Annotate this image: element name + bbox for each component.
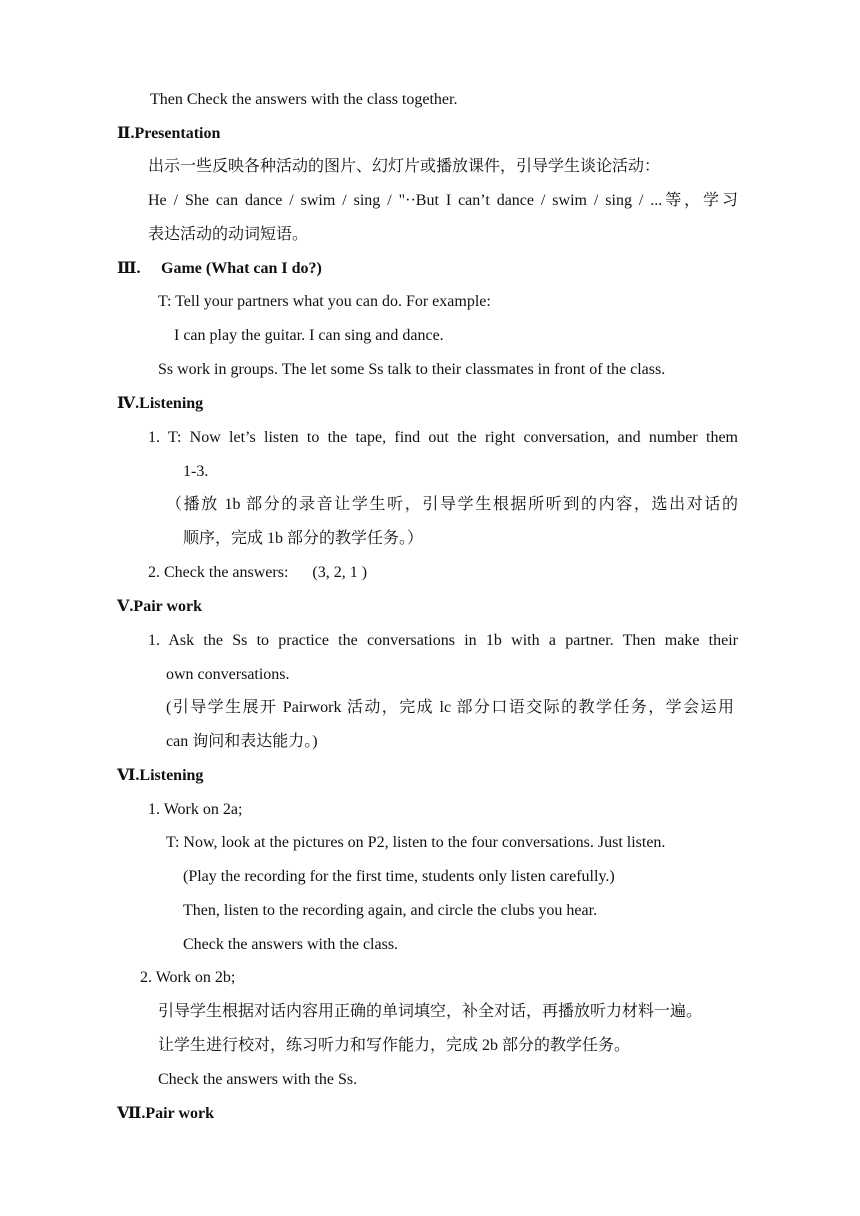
text-line: 1-3.	[183, 463, 209, 480]
section-title: Pair work	[133, 598, 203, 615]
text-line: Ss work in groups. The let some Ss talk to their classmates in front of the class.	[158, 361, 666, 378]
text-line: Check the answers with the Ss.	[158, 1071, 358, 1088]
text-line: （播放 1b 部分的录音让学生听，引导学生根据所听到的内容，选出对话的	[166, 496, 738, 513]
section-heading-listening-2	[117, 766, 203, 786]
text-line: own conversations.	[166, 666, 290, 683]
text-line: 让学生进行校对，练习听力和写作能力，完成 2b 部分的教学任务。	[158, 1037, 631, 1054]
text-line: Then Check the answers with the class together.	[150, 91, 458, 108]
section-number: Ⅴ.	[117, 598, 134, 615]
text-line: 1. Work on 2a;	[148, 801, 243, 818]
section-heading-game	[117, 259, 322, 279]
text-line: 顺序，完成 1b 部分的教学任务。）	[183, 530, 424, 547]
text-line: 2. Work on 2b;	[140, 969, 236, 986]
text-line: 1. Ask the Ss to practice the conversations in 1b with a partner. Then make their	[148, 632, 738, 649]
section-number: Ⅱ.	[117, 125, 135, 142]
text-line: 表达活动的动词短语。	[148, 226, 309, 243]
section-number: Ⅵ.	[117, 767, 140, 784]
text-line: (引导学生展开 Pairwork 活动，完成 lc 部分口语交际的教学任务，学会运用	[166, 699, 734, 716]
text-line: (Play the recording for the first time, students only listen carefully.)	[183, 868, 615, 885]
text-line: T: Now, look at the pictures on P2, listen to the four conversations. Just listen.	[166, 834, 666, 851]
section-number: Ⅳ.	[117, 395, 140, 412]
section-title: Presentation	[134, 125, 221, 142]
section-heading-pair-work-2	[117, 1104, 214, 1124]
section-title: Game (What can I do?)	[161, 260, 322, 277]
text-line: can 询问和表达能力。)	[166, 733, 318, 750]
section-number: Ⅲ.	[117, 260, 141, 277]
text-line: Check the answers with the class.	[183, 936, 399, 953]
section-heading-listening	[117, 394, 203, 414]
text-line: 出示一些反映各种活动的图片、幻灯片或播放课件，引导学生谈论活动：	[148, 158, 661, 175]
section-heading-pair-work	[117, 597, 202, 617]
text-line: He / She can dance / swim / sing / "··But I can’t dance / swim / sing / ...等，学习	[148, 192, 738, 209]
section-heading-presentation	[117, 124, 220, 144]
text-line: 引导学生根据对话内容用正确的单词填空，补全对话，再播放听力材料一遍。	[158, 1003, 703, 1020]
text-line: 1. T: Now let’s listen to the tape, find out the right conversation, and number them	[148, 429, 738, 446]
text-line: Then, listen to the recording again, and circle the clubs you hear.	[183, 902, 598, 919]
section-title: Pair work	[145, 1105, 214, 1122]
section-title: Listening	[139, 767, 204, 784]
text-line: T: Tell your partners what you can do. For example:	[158, 293, 491, 310]
section-title: Listening	[139, 395, 204, 412]
text-line: 2. Check the answers: (3, 2, 1 )	[148, 564, 368, 581]
section-number: Ⅶ.	[117, 1105, 146, 1122]
text-line: I can play the guitar. I can sing and dance.	[174, 327, 444, 344]
